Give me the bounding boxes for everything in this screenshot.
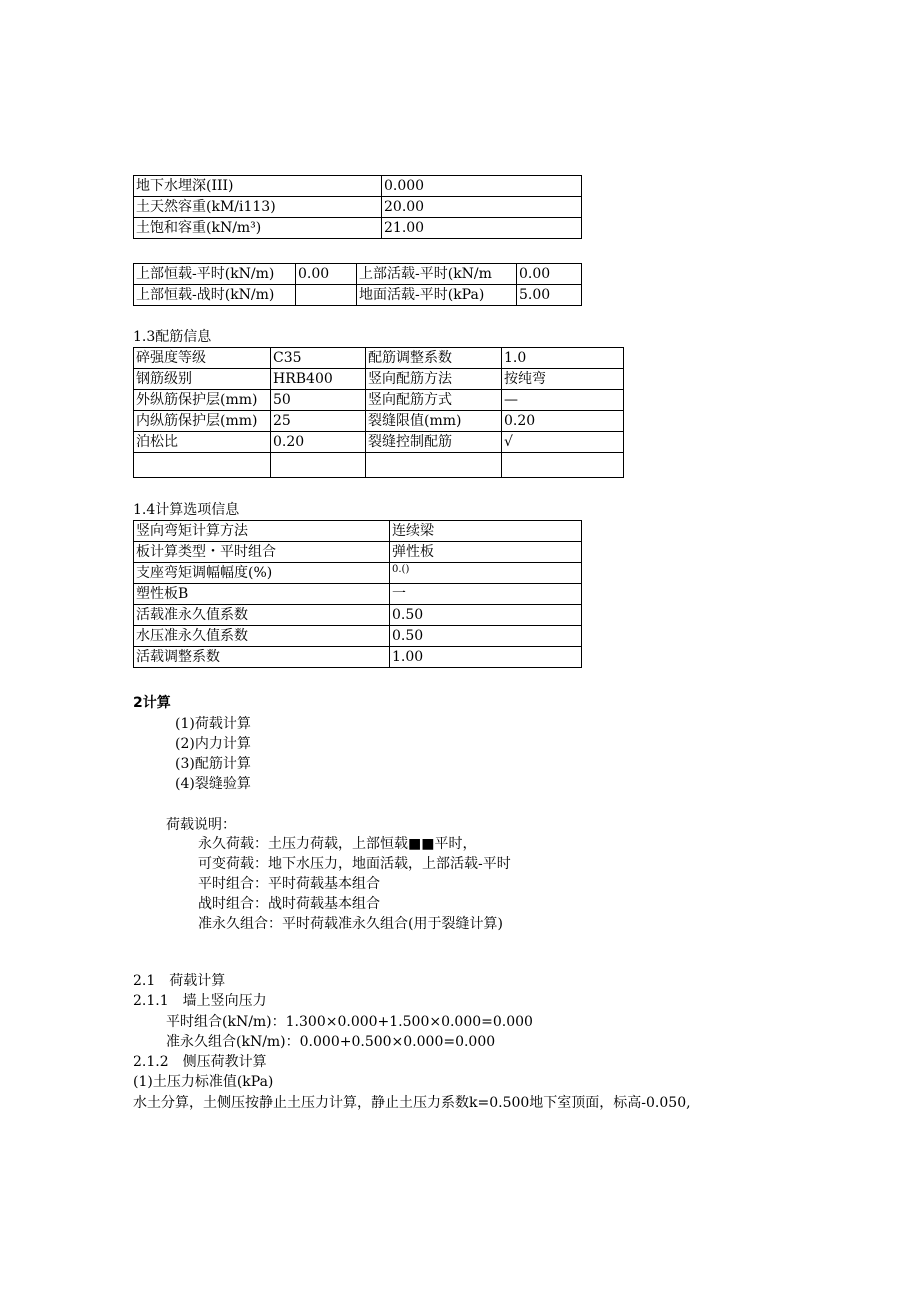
table-row	[134, 453, 624, 478]
table-cell: C35	[271, 348, 366, 369]
table-cell: 地下水埋深(III)	[134, 176, 382, 197]
table-cell: 0.20	[271, 432, 366, 453]
table-row	[134, 285, 582, 306]
table-cell: 水压准永久值系数	[134, 626, 390, 647]
calc-options-table	[133, 520, 582, 668]
table-cell: 钢筋级别	[134, 369, 271, 390]
heading-wall-vertical-pressure: 2.1.1 墙上竖向压力	[133, 993, 267, 1009]
table-row	[134, 584, 582, 605]
table-cell: 外纵筋保护层(mm)	[134, 390, 271, 411]
table-row	[134, 390, 624, 411]
table-cell: 碎强度等级	[134, 348, 271, 369]
table-cell: 25	[271, 411, 366, 432]
table-row	[134, 563, 582, 584]
formula-line: 平时组合(kN/m)：1.300×0.000+1.500×0.000=0.000	[166, 1014, 533, 1030]
table-cell: 0.00	[517, 264, 582, 285]
table-cell: 配筋调整系数	[366, 348, 502, 369]
reinforcement-table	[133, 347, 624, 478]
table-cell: 0.00	[296, 264, 357, 285]
section-title-calc-options: 1.4计算选项信息	[133, 502, 240, 518]
table-cell: 活载调整系数	[134, 647, 390, 668]
section-title-reinforcement: 1.3配筋信息	[133, 329, 212, 345]
table-row	[134, 432, 624, 453]
load-note: 平时组合：平时荷载基本组合	[198, 876, 380, 892]
paragraph: (1)土压力标准值(kPa)	[133, 1074, 274, 1090]
heading-lateral-load: 2.1.2 侧压荷教计算	[133, 1054, 267, 1070]
load-param-table	[133, 263, 582, 306]
table-cell: 上部活载-平时(kN/m	[357, 264, 517, 285]
step-item: (1)荷载计算	[175, 716, 251, 732]
table-cell	[502, 453, 624, 478]
table-cell: 50	[271, 390, 366, 411]
table-cell: 竖向配筋方式	[366, 390, 502, 411]
table-row	[134, 605, 582, 626]
table-row	[134, 176, 582, 197]
table-cell: √	[502, 432, 624, 453]
table-cell: 0.()	[390, 563, 582, 584]
table-cell: 土饱和容重(kN/m³)	[134, 218, 382, 239]
step-item: (3)配筋计算	[175, 756, 251, 772]
table-cell: 按纯弯	[502, 369, 624, 390]
table-cell: 连续梁	[390, 521, 582, 542]
table-cell: 土天然容重(kM/i113)	[134, 197, 382, 218]
table-cell: 裂缝限值(mm)	[366, 411, 502, 432]
table-cell	[366, 453, 502, 478]
table-cell: 5.00	[517, 285, 582, 306]
load-note: 永久荷载：土压力荷载，上部恒载■■平时，	[198, 836, 477, 852]
table-row	[134, 369, 624, 390]
paragraph: 水土分算，土侧压按静止土压力计算，静止土压力系数k=0.500地下室顶面，标高-0.050,	[133, 1095, 691, 1111]
formula-line: 准永久组合(kN/m)：0.000+0.500×0.000=0.000	[166, 1034, 496, 1050]
table-cell: 一	[390, 584, 582, 605]
table-cell: 泊松比	[134, 432, 271, 453]
table-cell: 上部恒载-战时(kN/m)	[134, 285, 296, 306]
soil-param-table	[133, 175, 582, 239]
table-cell: 地面活载-平时(kPa)	[357, 285, 517, 306]
table-cell: 0.20	[502, 411, 624, 432]
table-row	[134, 197, 582, 218]
table-row	[134, 218, 582, 239]
table-cell: —	[502, 390, 624, 411]
load-note: 准永久组合：平时荷载准永久组合(用于裂缝计算)	[198, 916, 503, 932]
table-cell: 0.000	[382, 176, 582, 197]
table-row	[134, 647, 582, 668]
table-cell: 弹性板	[390, 542, 582, 563]
table-cell: 活载准永久值系数	[134, 605, 390, 626]
table-cell: 塑性板B	[134, 584, 390, 605]
step-item: (2)内力计算	[175, 736, 251, 752]
table-row	[134, 411, 624, 432]
table-row	[134, 348, 624, 369]
load-note: 可变荷载：地下水压力，地面活载，上部活载-平时	[198, 856, 511, 872]
table-row	[134, 542, 582, 563]
load-note-title: 荷载说明：	[166, 817, 236, 833]
table-cell: 竖向弯矩计算方法	[134, 521, 390, 542]
step-item: (4)裂缝验算	[175, 776, 251, 792]
table-row	[134, 626, 582, 647]
table-cell: 板计算类型・平时组合	[134, 542, 390, 563]
table-cell	[296, 285, 357, 306]
load-note: 战时组合：战时荷载基本组合	[198, 896, 380, 912]
table-cell: 1.00	[390, 647, 582, 668]
table-cell: 0.50	[390, 605, 582, 626]
table-row	[134, 521, 582, 542]
table-cell: 裂缝控制配筋	[366, 432, 502, 453]
heading-load-calc: 2.1 荷载计算	[133, 973, 226, 989]
table-cell: 内纵筋保护层(mm)	[134, 411, 271, 432]
table-cell	[271, 453, 366, 478]
section-title-calculation: 2计算	[133, 695, 171, 711]
table-cell: 上部恒载-平时(kN/m)	[134, 264, 296, 285]
table-cell: HRB400	[271, 369, 366, 390]
table-cell: 0.50	[390, 626, 582, 647]
table-row	[134, 264, 582, 285]
table-cell: 竖向配筋方法	[366, 369, 502, 390]
table-cell: 1.0	[502, 348, 624, 369]
table-cell	[134, 453, 271, 478]
table-cell: 支座弯矩调幅幅度(%)	[134, 563, 390, 584]
table-cell: 20.00	[382, 197, 582, 218]
table-cell: 21.00	[382, 218, 582, 239]
